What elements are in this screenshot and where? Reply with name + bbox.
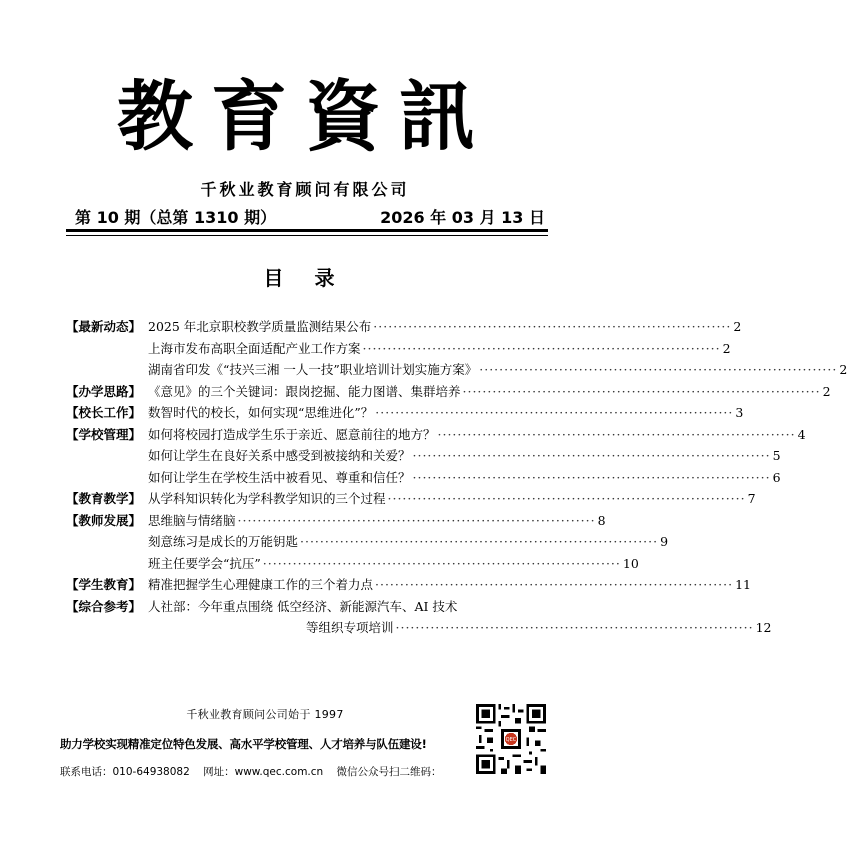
toc-page-number: 12 bbox=[755, 620, 772, 635]
toc-entry-title: 思维脑与情绪脑 bbox=[148, 512, 236, 528]
toc-entry[interactable] bbox=[148, 402, 744, 424]
toc-category: 【学校管理】 bbox=[66, 426, 142, 442]
toc-category: 【教育教学】 bbox=[66, 491, 142, 506]
toc-page-number: 4 bbox=[797, 426, 806, 442]
header-rule-thick bbox=[66, 229, 548, 232]
toc-page-number: 2 bbox=[839, 362, 847, 377]
toc-entry-title: 如何将校园打造成学生乐于亲近、愿意前往的地方？ bbox=[148, 426, 436, 442]
toc-page-number: 3 bbox=[735, 405, 744, 420]
toc-entry-title: 如何让学生在学校生活中被看见、尊重和信任？ bbox=[148, 469, 411, 485]
footer bbox=[60, 706, 470, 779]
toc-category: 【学生教育】 bbox=[66, 577, 142, 592]
toc-entry[interactable] bbox=[148, 488, 756, 510]
toc-row bbox=[66, 424, 806, 446]
toc-row bbox=[66, 402, 744, 424]
toc-entry[interactable] bbox=[148, 338, 731, 360]
toc-row bbox=[66, 553, 639, 575]
website-link[interactable]: 网址：www.qec.com.cn bbox=[203, 766, 324, 778]
toc-entry[interactable] bbox=[148, 445, 781, 467]
toc-page-number: 8 bbox=[597, 512, 606, 528]
toc-entry[interactable] bbox=[148, 381, 831, 403]
toc-entry-title: 人社部：今年重点围绕 低空经济、新能源汽车、AI 技术 bbox=[148, 598, 458, 614]
toc-page-number: 2 bbox=[822, 383, 831, 399]
toc-category: 【综合参考】 bbox=[66, 598, 142, 614]
toc-row bbox=[66, 359, 847, 381]
toc-row bbox=[66, 316, 742, 338]
wechat-label: 微信公众号扫二维码： bbox=[336, 766, 442, 778]
toc-leader: ········································································ bbox=[373, 319, 732, 334]
toc-row bbox=[66, 596, 548, 618]
toc-leader: ········································································ bbox=[375, 577, 734, 592]
contact-phone: 联系电话：010-64938082 bbox=[60, 766, 190, 778]
toc-page-number: 9 bbox=[660, 534, 669, 549]
toc-entry-title: 刻意练习是成长的万能钥匙 bbox=[148, 534, 299, 549]
toc-leader: ········································································ bbox=[479, 362, 838, 377]
issue-line bbox=[75, 205, 545, 229]
toc-leader: ········································································ bbox=[300, 534, 659, 549]
toc-page-number: 5 bbox=[772, 448, 781, 463]
toc-category: 【办学思路】 bbox=[66, 383, 142, 399]
toc-entry[interactable] bbox=[148, 316, 742, 338]
toc-leader: ········································································ bbox=[412, 469, 771, 485]
toc-row bbox=[66, 510, 606, 532]
toc-entry-title: 从学科知识转化为学科教学知识的三个过程 bbox=[148, 491, 386, 506]
toc-entry[interactable] bbox=[148, 531, 669, 553]
toc-entry[interactable] bbox=[148, 424, 806, 446]
toc-leader: ········································································ bbox=[375, 405, 734, 420]
toc-entry-title: 数智时代的校长，如何实现“思维进化”？ bbox=[148, 405, 374, 420]
toc-row bbox=[66, 445, 781, 467]
toc-entry-title: 《意见》的三个关键词：跟岗挖掘、能力图谱、集群培养 bbox=[148, 383, 461, 399]
toc-category: 【校长工作】 bbox=[66, 405, 142, 420]
toc-entry[interactable] bbox=[148, 467, 781, 489]
toc-row bbox=[66, 617, 772, 639]
toc-row bbox=[66, 381, 831, 403]
toc-category: 【最新动态】 bbox=[66, 319, 142, 334]
toc-row bbox=[66, 574, 752, 596]
issue-date: 2026 年 03 月 13 日 bbox=[380, 208, 545, 227]
toc-entry[interactable] bbox=[148, 596, 548, 618]
toc-entry-title: 班主任要学会“抗压” bbox=[148, 555, 261, 571]
toc-page-number: 2 bbox=[722, 340, 731, 356]
table-of-contents bbox=[66, 316, 847, 639]
header-rule-thin bbox=[66, 235, 548, 236]
toc-leader: ········································································ bbox=[412, 448, 771, 463]
toc-leader: ········································································ bbox=[237, 512, 596, 528]
wechat-qr-code-icon[interactable] bbox=[476, 704, 546, 774]
toc-row bbox=[66, 467, 781, 489]
toc-entry[interactable] bbox=[148, 574, 752, 596]
toc-leader: ········································································ bbox=[387, 491, 746, 506]
toc-entry[interactable] bbox=[148, 553, 639, 575]
toc-page-number: 6 bbox=[772, 469, 781, 485]
toc-entry-title: 湖南省印发《“技兴三湘 一人一技”职业培训计划实施方案》 bbox=[148, 362, 478, 377]
toc-category: 【教师发展】 bbox=[66, 512, 142, 528]
toc-leader: ········································································ bbox=[462, 383, 821, 399]
toc-entry-title: 上海市发布高职全面适配产业工作方案 bbox=[148, 340, 361, 356]
toc-page-number: 11 bbox=[735, 577, 752, 592]
toc-entry[interactable] bbox=[148, 510, 606, 532]
company-name: 千秋业教育顾问有限公司 bbox=[200, 180, 410, 199]
toc-leader: ········································································ bbox=[262, 555, 621, 571]
toc-row bbox=[66, 338, 731, 360]
toc-entry-title: 2025 年北京职校教学质量监测结果公布 bbox=[148, 319, 372, 334]
toc-leader: ········································································ bbox=[395, 620, 754, 635]
toc-page-number: 10 bbox=[622, 555, 639, 571]
toc-page-number: 2 bbox=[733, 319, 742, 334]
toc-page-number: 7 bbox=[747, 491, 756, 506]
footer-contact bbox=[60, 764, 470, 779]
toc-leader: ········································································ bbox=[362, 340, 721, 356]
toc-row bbox=[66, 488, 756, 510]
toc-leader: ········································································ bbox=[437, 426, 796, 442]
toc-entry[interactable] bbox=[306, 617, 772, 639]
toc-entry-title: 精准把握学生心理健康工作的三个着力点 bbox=[148, 577, 374, 592]
footer-slogan: 助力学校实现精准定位特色发展、高水平学校管理、人才培养与队伍建设! bbox=[60, 737, 427, 751]
toc-row bbox=[66, 531, 669, 553]
svg-text:QEC: QEC bbox=[505, 737, 517, 744]
toc-title: 目 录 bbox=[263, 266, 347, 290]
issue-number: 第 10 期（总第 1310 期） bbox=[75, 208, 277, 227]
toc-entry-title: 等组织专项培训 bbox=[306, 620, 394, 635]
toc-entry[interactable] bbox=[148, 359, 847, 381]
footer-founded: 千秋业教育顾问公司始于 1997 bbox=[186, 708, 344, 721]
masthead-title: 教育資訊 bbox=[117, 72, 493, 161]
toc-entry-title: 如何让学生在良好关系中感受到被接纳和关爱？ bbox=[148, 448, 411, 463]
